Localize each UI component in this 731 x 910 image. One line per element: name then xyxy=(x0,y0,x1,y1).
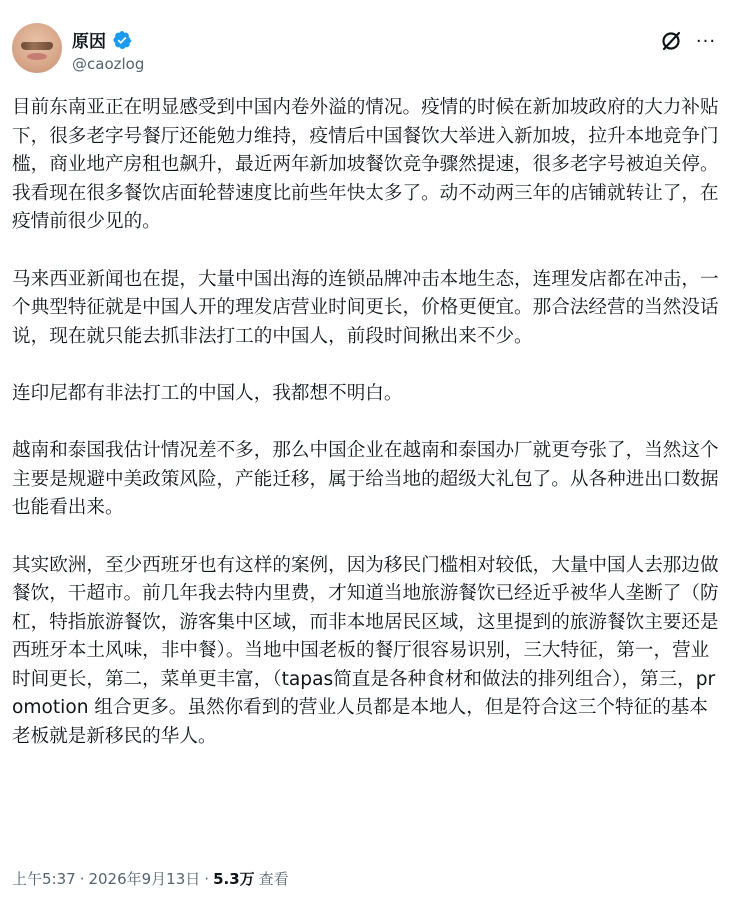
author-handle[interactable]: @caozlog xyxy=(72,55,145,73)
more-options-icon[interactable]: ··· xyxy=(695,30,717,52)
post-paragraph: 越南和泰国我估计情况差不多，那么中国企业在越南和泰国办厂就更夸张了，当然这个主要是规避中美政策风险，产能迁移，属于给当地的超级大礼包了。从各种进出口数据也能看出来。 xyxy=(12,440,719,519)
post-time[interactable]: 上午5:37 xyxy=(12,870,76,888)
post-date[interactable]: 2026年9月13日 xyxy=(88,870,201,888)
author-display-name[interactable]: 原因 xyxy=(72,32,106,52)
verified-badge-icon[interactable] xyxy=(112,30,132,50)
author-name-row[interactable] xyxy=(72,27,132,52)
post-paragraph: 连印尼都有非法打工的中国人，我都想不明白。 xyxy=(12,382,403,404)
views-label: 查看 xyxy=(258,870,289,888)
avatar[interactable] xyxy=(12,23,62,73)
post-paragraph: 目前东南亚正在明显感受到中国内卷外溢的情况。疫情的时候在新加坡政府的大力补贴下，很多老字号餐厅还能勉力维持，疫情后中国餐饮大举进入新加坡，拉升本地竞争门槛，商业地产房租也飙升，最近两年新加坡餐饮竞争骤然提速，很多老字号被迫关停。我看现在很多餐饮店面轮替速度比前些年快太多了。动不动两三年的店铺就转让了，在疫情前很少见的。 xyxy=(12,97,719,233)
post-meta xyxy=(12,868,289,889)
meta-separator: · xyxy=(204,869,210,888)
grok-icon[interactable] xyxy=(660,30,682,52)
post-text xyxy=(12,94,720,752)
post-header xyxy=(0,0,731,90)
post-paragraph: 马来西亚新闻也在提，大量中国出海的连锁品牌冲击本地生态，连理发店都在冲击，一个典型特征就是中国人开的理发店营业时间更长，价格更便宜。那合法经营的当然没话说，现在就只能去抓非法打工的中国人，前段时间揪出来不少。 xyxy=(12,268,719,347)
post-paragraph: 其实欧洲，至少西班牙也有这样的案例，因为移民门槛相对较低，大量中国人去那边做餐饮，干超市。前几年我去特内里费，才知道当地旅游餐饮已经近乎被华人垄断了（防杠，特指旅游餐饮，游客集中区域，而非本地居民区域，这里提到的旅游餐饮主要还是西班牙本土风味，非中餐）。当地中国老板的餐厅很容易识别，三大特征，第一，营业时间更长，第二，菜单更丰富，（tapas简直是各种食材和做法的排列组合），第三，promotion 组合更多。虽然你看到的营业人员都是本地人，但是符合这三个特征的基本老板就是新移民的华人。 xyxy=(12,554,719,748)
meta-separator: · xyxy=(79,869,85,888)
views-count[interactable]: 5.3万 xyxy=(213,870,255,888)
